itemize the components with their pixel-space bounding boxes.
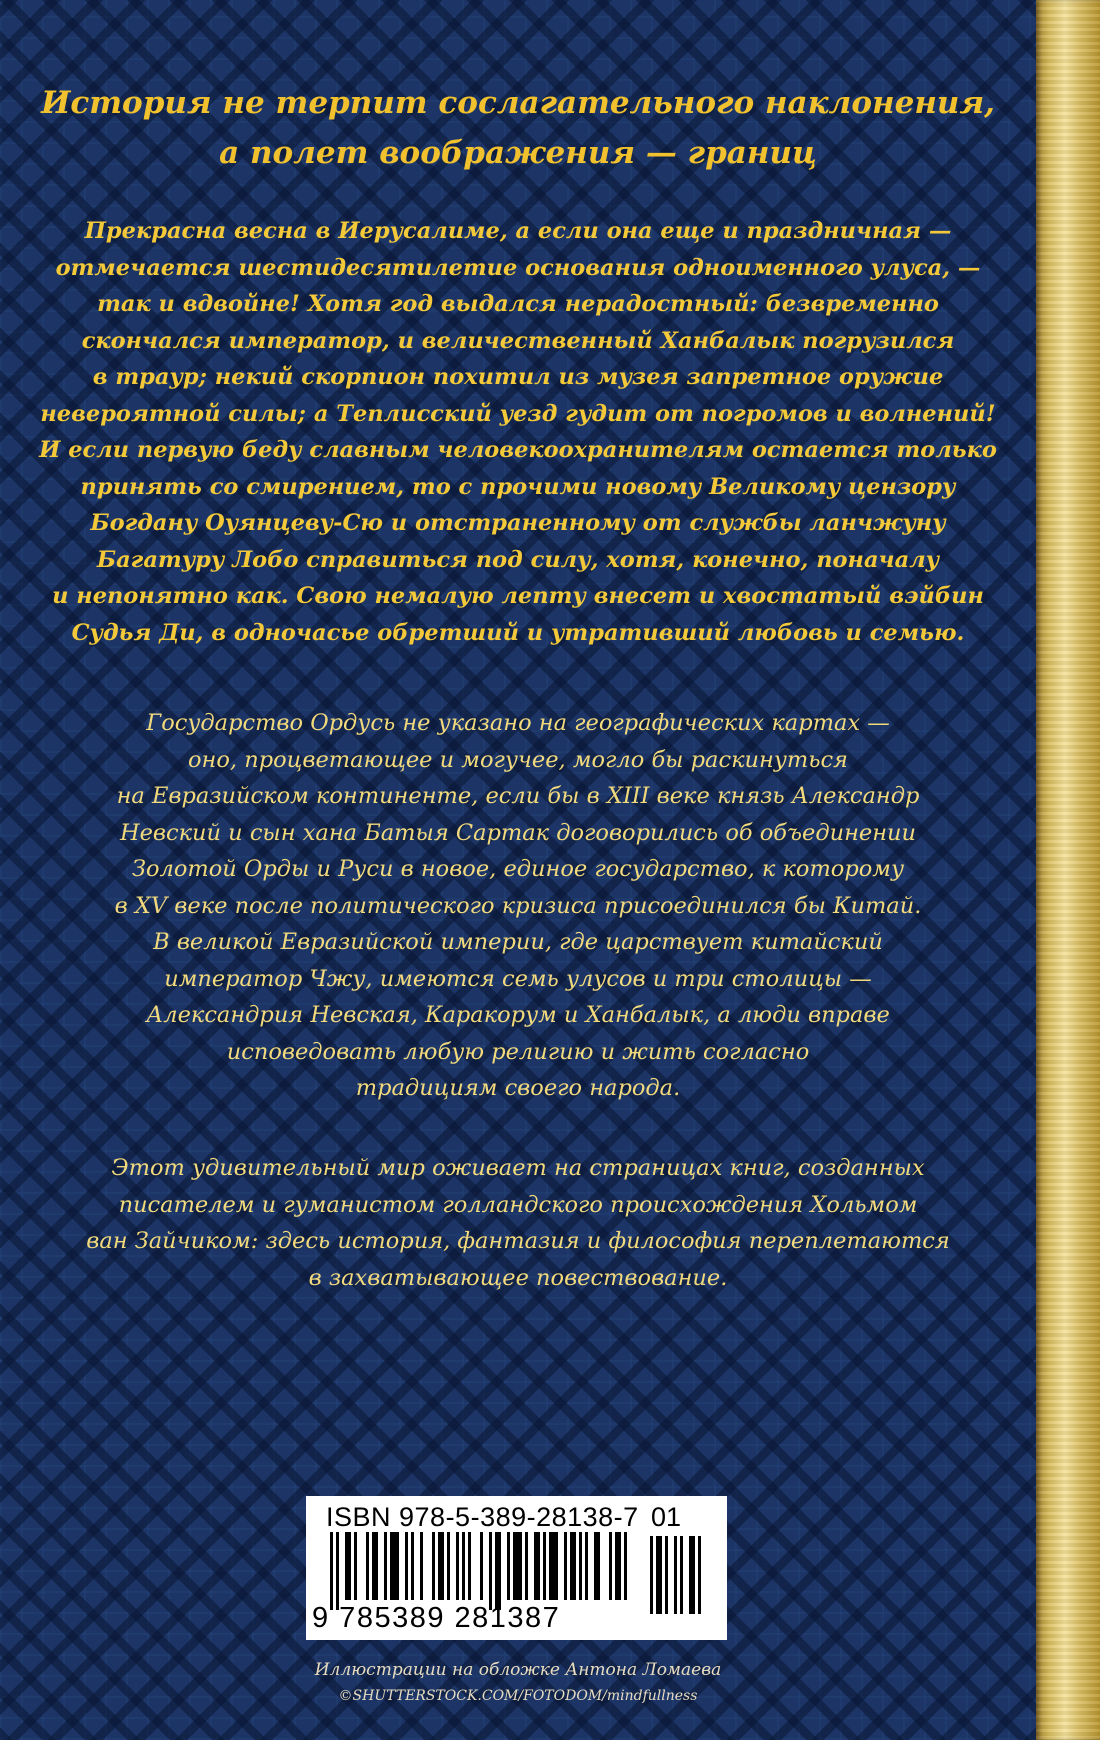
paragraph-line: Невский и сын хана Батыя Сартак договорились об объединении: [119, 819, 917, 846]
gold-spine-strip: [1036, 0, 1100, 1740]
paragraph-line: принять со смирением, то с прочими новому Великому цензору: [80, 473, 956, 500]
headline-line: а полет воображения — границ: [219, 135, 817, 171]
barcode-bar: [336, 1532, 339, 1610]
barcode-bar: [594, 1532, 600, 1600]
barcode-bar: [354, 1532, 357, 1600]
paragraph-line: ван Зайчиком: здесь история, фантазия и философия переплетаются: [86, 1228, 950, 1254]
paragraph-line: И если первую беду славным человекоохранителям остается только: [39, 437, 997, 463]
barcode-bar: [480, 1532, 483, 1600]
paragraph-line: невероятной силы; а Теплисский уезд гудит от погромов и волнений!: [40, 400, 996, 427]
barcode-bar: [366, 1532, 369, 1600]
barcode-bar: [345, 1532, 351, 1600]
paragraph-line: и непонятно как. Свою немалую лепту внесет и хвостатый вэйбин: [52, 583, 984, 609]
barcode-bar: [564, 1532, 567, 1600]
paragraph-line: скончался император, и величественный Ханбалык погрузился: [81, 327, 955, 354]
paragraph-line: исповедовать любую религию и жить согласно: [226, 1038, 810, 1065]
barcode-bar: [615, 1532, 621, 1600]
paragraph-line: писателем и гуманистом голландского происхождения Хольмом: [118, 1191, 918, 1218]
paragraph-line: в XV веке после политического кризиса присоединился бы Китай.: [114, 892, 922, 919]
barcode-bar: [680, 1536, 683, 1614]
barcode-bar: [411, 1532, 414, 1600]
barcode-bars: [330, 1532, 630, 1610]
paragraph-line: Багатуру Лобо справиться под силу, хотя, конечно, поначалу: [96, 546, 940, 573]
blurb-paragraph-1: [0, 213, 1036, 651]
barcode-bar: [372, 1532, 378, 1600]
barcode-bar: [525, 1532, 528, 1600]
barcode-addon-bars: [650, 1536, 710, 1624]
barcode-bar: [420, 1532, 423, 1600]
paragraph-line: в захватывающее повествование.: [308, 1264, 728, 1291]
paragraph-line: император Чжу, имеются семь улусов и три столицы —: [164, 965, 872, 992]
blurb-paragraph-2: [0, 705, 1036, 1107]
paragraph-line: В великой Евразийской империи, где царствует китайский: [153, 929, 883, 955]
barcode-bar: [698, 1536, 701, 1614]
paragraph-line: так и вдвойне! Хотя год выдался нерадостный: безвременно: [97, 291, 939, 317]
headline-line: История не терпит сослагательного наклонения,: [41, 85, 995, 121]
paragraph-line: Государство Ордусь не указано на географических картах —: [146, 710, 890, 736]
barcode-bar: [495, 1532, 501, 1610]
barcode-digits: 9 785389 281387: [312, 1602, 561, 1634]
barcode-bar: [570, 1532, 576, 1600]
barcode-bar: [674, 1536, 677, 1614]
paragraph-line: в траур; некий скорпион похитил из музея запретное оружие: [92, 364, 944, 390]
barcode-bar: [650, 1536, 653, 1614]
barcode-bar: [468, 1532, 471, 1600]
barcode-bar: [549, 1532, 558, 1600]
barcode-bar: [432, 1532, 435, 1600]
paragraph-line: традициям своего народа.: [355, 1075, 681, 1101]
paragraph-line: на Евразийском континенте, если бы в XIII веке князь Александр: [116, 783, 920, 809]
stock-credit: ©SHUTTERSTOCK.COM/FOTODOM/mindfullness: [338, 1688, 698, 1704]
paragraph-line: Прекрасна весна в Иерусалиме, а если она еще и праздничная —: [84, 218, 952, 244]
barcode-bar: [384, 1532, 387, 1600]
barcode-bar: [513, 1532, 522, 1600]
barcode-bar: [390, 1532, 399, 1600]
barcode-bar: [624, 1532, 627, 1600]
barcode-bar: [579, 1532, 582, 1600]
barcode-bar: [543, 1532, 546, 1600]
barcode-bar: [462, 1532, 465, 1600]
barcode-addon-label: 01: [651, 1502, 682, 1532]
barcode-bar: [507, 1532, 510, 1600]
barcode-bar: [330, 1532, 333, 1610]
barcode-bar: [656, 1536, 662, 1614]
barcode-bar: [405, 1532, 408, 1600]
paragraph-line: Судья Ди, в одночасье обретший и утративший любовь и семью.: [71, 619, 965, 646]
barcode-bar: [456, 1532, 459, 1600]
illustration-credit: Иллюстрации на обложке Антона Ломаева: [314, 1660, 722, 1680]
paragraph-line: Золотой Орды и Руси в новое, единое государство, к которому: [131, 856, 905, 882]
barcode-bar: [585, 1532, 588, 1600]
barcode-bar: [489, 1532, 492, 1610]
paragraph-line: Этот удивительный мир оживает на страницах книг, созданных: [111, 1155, 925, 1181]
barcode-bar: [534, 1532, 540, 1600]
paragraph-line: Богдану Оуянцеву-Сю и отстраненному от службы ланчжуну: [90, 510, 946, 536]
barcode-bar: [609, 1532, 612, 1600]
isbn-label: ISBN 978-5-389-28138-7: [326, 1502, 639, 1532]
barcode-bar: [447, 1532, 450, 1600]
paragraph-line: отмечается шестидесятилетие основания одноименного улуса, —: [55, 254, 981, 281]
barcode-bar: [665, 1536, 668, 1614]
barcode-bar: [689, 1536, 695, 1614]
paragraph-line: оно, процветающее и могучее, могло бы раскинуться: [188, 746, 848, 773]
headline: [0, 78, 1036, 178]
isbn-barcode: [306, 1496, 727, 1640]
paragraph-line: Александрия Невская, Каракорум и Ханбалык, а люди вправе: [146, 1002, 890, 1028]
blurb-paragraph-3: [0, 1150, 1036, 1296]
barcode-bar: [438, 1532, 444, 1600]
